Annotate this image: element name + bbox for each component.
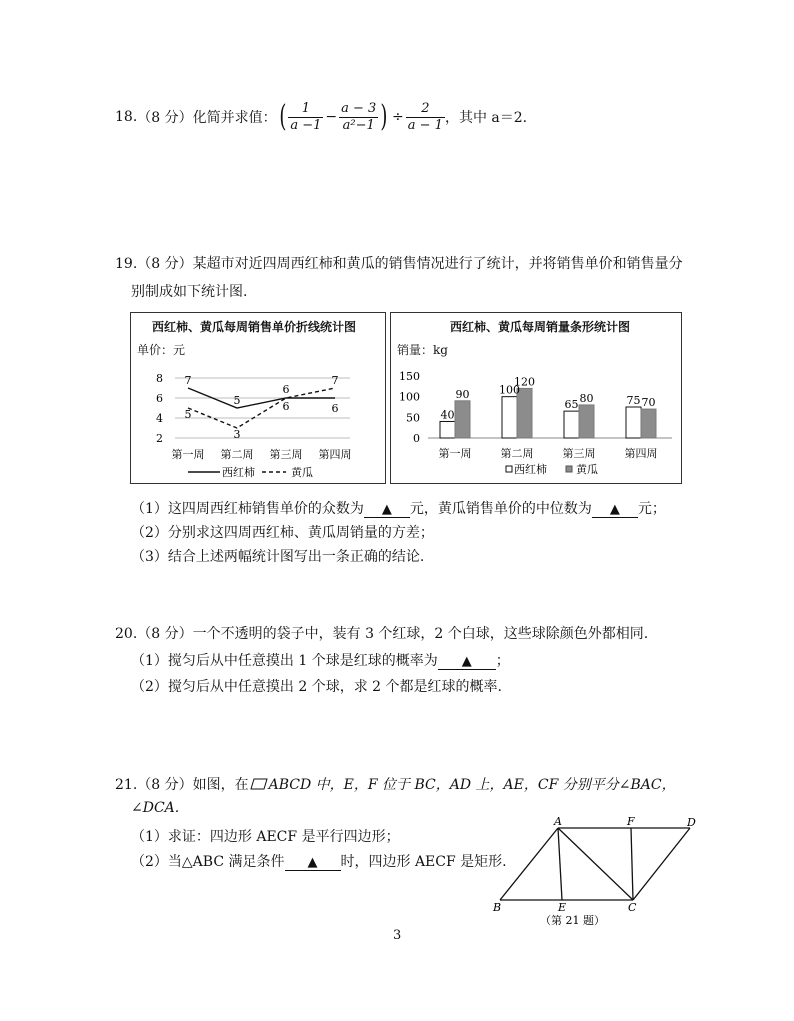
q20-stem-text: 一个不透明的袋子中，装有 3 个红球，2 个白球，这些球除颜色外都相同. [192,626,649,642]
parallelogram-icon [250,778,268,790]
legend-cucumber-swatch [566,466,572,472]
bar-chart-legend [506,462,598,476]
q18-right-paren: ) [380,99,388,134]
legend-tomato-swatch [506,466,512,472]
line-data-label: 6 [282,383,290,396]
q18-score: （8 分） [137,110,193,126]
q19-sub3: （3）结合上述两幅统计图写出一条正确的结论. [131,549,425,565]
bar-data-label: 90 [455,387,470,401]
label-A: A [554,815,562,828]
q18-stem: 化简并求值： [192,110,277,126]
line-chart-xticks [172,448,352,461]
line-chart-data-labels [185,374,339,441]
line-chart-ytick: 4 [156,412,163,425]
q18-tail: ，其中 a＝2. [444,110,528,126]
page-number: 3 [393,928,402,943]
legend-tomato-label: 西红柿 [514,463,547,476]
q20-score: （8 分） [137,626,193,642]
q18-frac3 [406,101,445,134]
q21-stem-line1 [115,774,676,794]
q18-left-paren: ( [278,99,286,134]
q19-stem-text1: 某超市对近四周西红柿和黄瓜的销售情况进行了统计，并将销售单价和销售量分 [192,256,683,272]
figure-caption: （第 21 题） [540,914,605,927]
bar-cucumber [455,401,470,438]
line-chart-xtick: 第二周 [220,448,254,461]
segment-DC [633,828,690,900]
line-data-label: 7 [331,374,339,387]
bar-cucumber [641,409,656,438]
bar-tomato [626,407,641,438]
q19-score: （8 分） [137,256,193,272]
bar-tomato [564,411,579,438]
bar-tomato [502,397,517,438]
line-data-label: 5 [233,394,241,407]
line-chart-ytick: 6 [156,392,163,405]
q21-sub2-text-b: 时，四边形 AECF 是矩形. [340,854,507,870]
line-chart-ylabel: 单价：元 [137,343,186,357]
segment-AB [500,828,558,900]
line-chart-ytick: 8 [156,372,163,385]
q18-divide: ÷ [392,109,404,125]
bar-chart-xtick: 第三周 [562,447,596,460]
q18-frac2 [339,101,378,134]
q21-stem-line2: ∠DCA. [131,800,180,816]
line-chart-title: 西红柿、黄瓜每周销售单价折线统计图 [152,320,357,334]
bar-chart-ytick: 100 [399,390,420,404]
q19-sub1-text-c: 元； [637,501,666,517]
q20-sub1-blank[interactable]: ▲ [438,654,496,670]
segment-AE [558,828,562,900]
bar-cucumber [579,405,594,438]
bar-chart-xticks [439,447,658,460]
label-F: F [627,815,635,828]
q19-sub1-blank1[interactable]: ▲ [364,502,410,518]
bar-chart-ytick: 0 [413,432,420,445]
q19-sub2: （2）分别求这四周西红柿、黄瓜周销量的方差； [131,525,434,541]
q21-figure [488,812,698,932]
q19-sub1-blank2[interactable]: ▲ [592,502,638,518]
segment-FC [631,828,633,900]
q19-sub1-text-b: 元，黄瓜销售单价的中位数为 [409,501,592,517]
q19-stem-line1 [115,253,683,273]
label-D: D [687,816,696,829]
bar-data-label: 80 [579,391,594,405]
q20-sub2: （2）搅匀后从中任意摸出 2 个球，求 2 个都是红球的概率. [131,679,502,695]
q20-number: 20. [115,626,138,642]
q20-sub1 [131,650,510,670]
q20-sub1-text-b: ； [495,653,510,669]
legend-tomato-label: 西红柿 [222,466,255,479]
line-chart-yticks [156,372,163,445]
bar-chart-title: 西红柿、黄瓜每周销量条形统计图 [450,320,631,334]
line-chart-xtick: 第四周 [318,448,352,461]
line-data-label: 6 [282,400,290,413]
bar-chart-xtick: 第四周 [624,447,658,460]
bar-chart-ytick: 50 [406,411,420,425]
q18-line [115,99,528,134]
q18-frac3-den: a − 1 [407,117,443,133]
label-B: B [493,901,502,914]
bar-tomato [440,421,455,438]
label-E: E [558,901,567,914]
bar-chart-ylabel: 销量：kg [397,343,448,357]
q19-stem-line2: 别制成如下统计图. [131,284,248,300]
line-chart-legend [188,465,313,479]
q21-number: 21. [115,777,138,793]
line-chart-svg [130,312,386,484]
bar-chart-xtick: 第一周 [438,447,472,460]
label-C: C [628,901,637,914]
bar-data-label: 40 [440,408,455,422]
q21-sub2-blank[interactable]: ▲ [285,855,341,871]
line-series-cucumber [188,388,335,428]
q21-sub2-text-a: （2）当△ABC 满足条件 [131,854,285,870]
line-chart-grid [175,378,350,438]
q18-frac1-den: a −1 [290,117,322,133]
bar-data-label: 75 [626,394,641,407]
q21-score: （8 分） [137,777,193,793]
q18-frac2-den: a²−1 [342,117,375,133]
q18-frac3-num: 2 [406,101,445,118]
q18-frac2-num: a − 3 [341,100,377,116]
q18-frac1 [288,101,323,134]
q21-sub2 [131,851,507,871]
bar-chart-svg [390,312,682,484]
line-data-label: 7 [184,374,192,387]
line-data-label: 5 [184,408,192,421]
bar-data-label: 65 [564,398,579,412]
q21-sub1: （1）求证：四边形 AECF 是平行四边形； [131,829,400,845]
q19-sub1-text-a: （1）这四周西红柿销售单价的众数为 [131,501,364,517]
bar-data-label: 100 [499,383,520,397]
line-chart-xtick: 第三周 [269,448,303,461]
line-data-label: 3 [233,428,241,441]
line-data-label: 6 [331,402,339,415]
q21-stem-text-b: ABCD 中，E，F 位于 BC，AD 上，AE，CF 分别平分∠BAC， [268,777,676,793]
q21-stem-text-a: 如图，在 [192,777,249,793]
q18-minus: − [325,109,338,125]
q18-number: 18. [115,109,138,125]
q20-sub1-text-a: （1）搅匀后从中任意摸出 1 个球是红球的概率为 [131,653,438,669]
line-chart-xtick: 第一周 [171,448,205,461]
q19-number: 19. [115,256,138,272]
q20-stem [115,623,648,643]
q18-frac1-num: 1 [288,101,323,118]
bar-data-label: 70 [641,396,656,410]
q19-sub1 [131,498,666,518]
legend-cucumber-label: 黄瓜 [291,466,313,479]
bar-chart-xtick: 第二周 [500,447,534,460]
bar-data-label: 120 [514,375,535,389]
bar-chart-data-labels [441,375,656,421]
bar-chart-bars [440,388,656,438]
bar-chart-ytick: 150 [399,370,420,383]
line-chart-ytick: 2 [156,432,163,445]
line-chart-series [188,388,335,428]
segment-AC [558,828,633,900]
legend-cucumber-label: 黄瓜 [576,463,598,476]
